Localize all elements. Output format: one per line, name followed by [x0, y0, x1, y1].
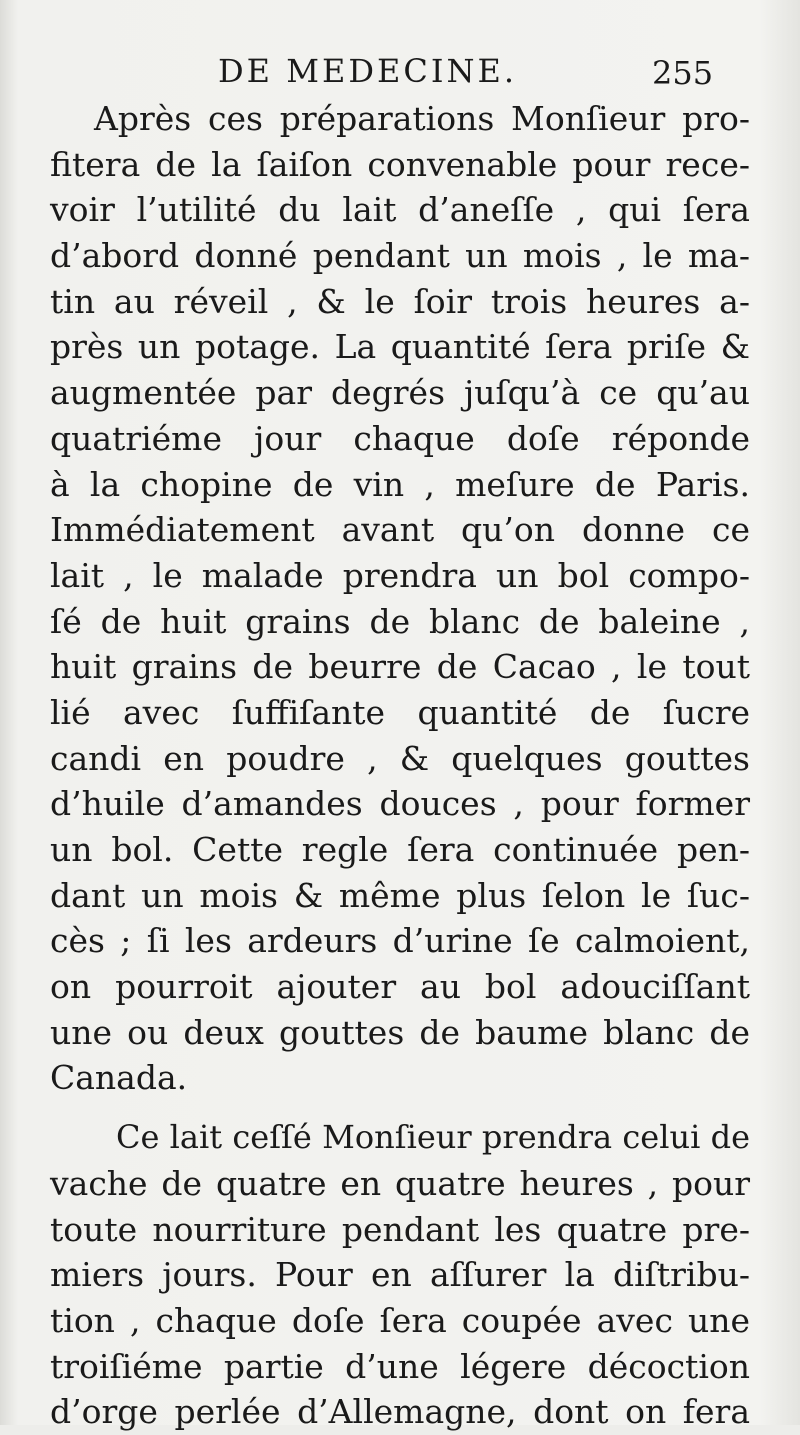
text-line: on pourroit ajouter au bol adouciſſant	[50, 967, 750, 1007]
text-line: une ou deux gouttes de baume blanc de	[50, 1012, 750, 1052]
text-line: lait , le malade prendra un bol compo-	[50, 555, 750, 595]
paragraph-2	[50, 1115, 750, 1435]
body-text	[50, 96, 750, 1435]
text-line: près un potage. La quantité ſera priſe &	[50, 327, 750, 367]
page-header	[0, 52, 800, 96]
text-line: tin au réveil , & le ſoir trois heures a-	[50, 281, 750, 321]
text-line: à la chopine de vin , meſure de Paris.	[50, 464, 750, 504]
running-title: DE MEDECINE.	[218, 52, 517, 90]
text-line: cès ; ſi les ardeurs d’urine ſe calmoient,	[50, 921, 750, 961]
text-line: toute nourriture pendant les quatre pre-	[50, 1209, 750, 1249]
text-line: Canada.	[50, 1058, 188, 1098]
text-line: lié avec ſuffiſante quantité de ſucre	[50, 692, 750, 732]
text-line: ſé de huit grains de blanc de baleine ,	[50, 601, 750, 641]
page-number: 255	[652, 54, 714, 92]
text-line: vache de quatre en quatre heures , pour	[50, 1163, 750, 1203]
text-line: augmentée par degrés juſqu’à ce qu’au	[50, 373, 750, 413]
text-line: huit grains de beurre de Cacao , le tout	[50, 647, 750, 687]
text-line: troiſiéme partie d’une légere décoction	[50, 1346, 750, 1386]
text-line: Ce lait ceſſé Monſieur prendra celui de	[116, 1118, 750, 1157]
paragraph-1	[50, 96, 750, 1101]
text-line: dant un mois & même plus ſelon le ſuc-	[50, 875, 750, 915]
text-line: quatriéme jour chaque doſe réponde	[50, 418, 750, 458]
text-line: miers jours. Pour en aſſurer la diſtribu-	[50, 1255, 750, 1295]
text-line: d’orge perlée d’Allemagne, dont on fera	[50, 1392, 750, 1432]
text-line: Après ces préparations Monſieur pro-	[94, 99, 750, 138]
text-line: tion , chaque doſe ſera coupée avec une	[50, 1300, 750, 1340]
text-line: Immédiatement avant qu’on donne ce	[50, 510, 750, 550]
text-line: fitera de la ſaiſon convenable pour rece-	[50, 144, 750, 184]
text-line: voir l’utilité du lait d’aneſſe , qui ſera	[50, 190, 750, 230]
text-line: un bol. Cette regle ſera continuée pen-	[50, 830, 750, 869]
text-line: candi en poudre , & quelques gouttes	[50, 738, 750, 778]
text-line: d’huile d’amandes douces , pour former	[50, 784, 750, 824]
text-line: d’abord donné pendant un mois , le ma-	[50, 236, 750, 276]
